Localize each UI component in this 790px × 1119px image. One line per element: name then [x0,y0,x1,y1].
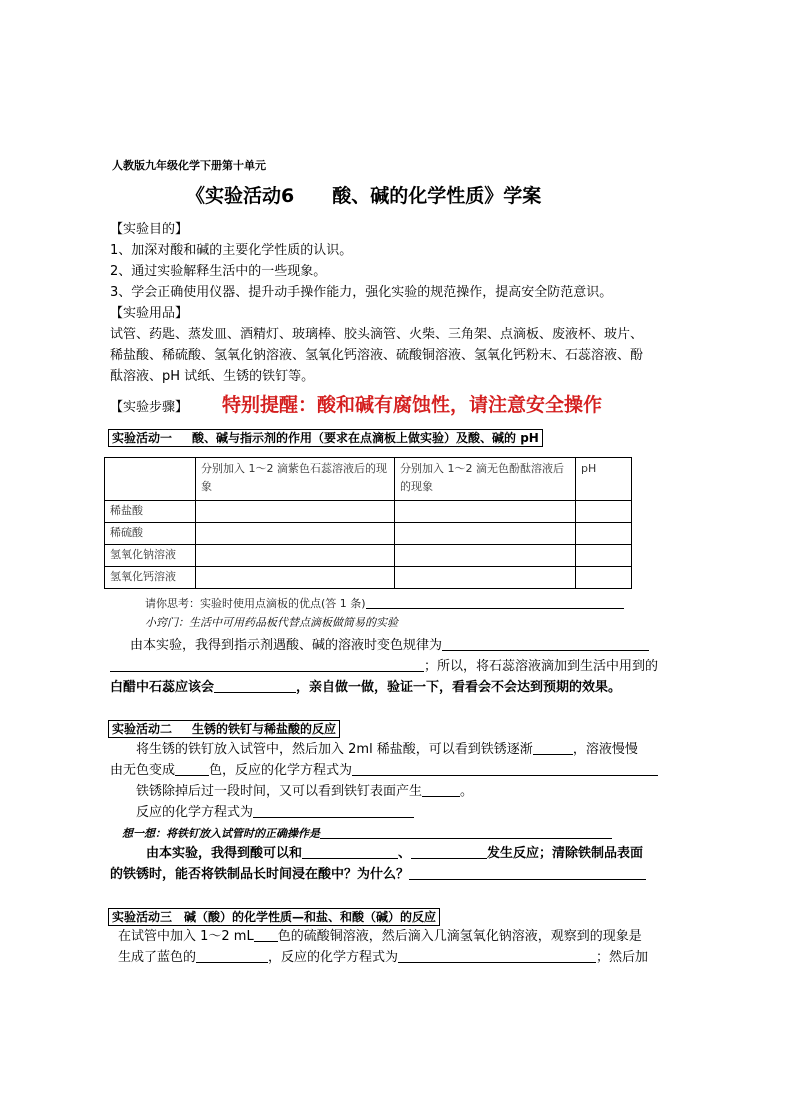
table-header-cell: 分别加入 1～2 滴紫色石蕊溶液后的现象 [196,458,395,501]
rust-line-2 [110,761,658,781]
answer-blank[interactable] [110,657,424,672]
think-operation [122,824,612,843]
rust-text: 。 [460,784,474,799]
answer-blank[interactable] [214,678,296,693]
answer-cell[interactable] [576,545,632,567]
answer-blank[interactable] [254,927,278,942]
answer-blank[interactable] [253,803,414,818]
answer-blank[interactable] [398,948,596,963]
purpose-item: 3、学会正确使用仪器、提升动手操作能力，强化实验的规范操作，提高安全防范意识。 [110,285,613,300]
table-row [105,545,632,567]
rust-text: 反应的化学方程式为 [136,805,254,820]
rust-text: ，溶液慢慢 [572,742,638,757]
base-line-1 [118,927,642,947]
conclusion-text: 由本实验，我得到酸可以和 [146,846,303,861]
activity3-heading [108,906,440,926]
table-row [105,501,632,523]
answer-cell[interactable] [196,523,395,545]
activity3-label: 实验活动三 [112,910,173,924]
answer-blank[interactable] [196,948,268,963]
answer-cell[interactable] [576,501,632,523]
safety-warning: 特别提醒：酸和碱有腐蚀性，请注意安全操作 [222,394,603,416]
table-header-cell [105,458,196,501]
unit-subtitle: 人教版九年级化学下册第十单元 [112,159,266,172]
conclusion-line-2 [110,865,646,885]
vinegar-text-2: ，亲自做一做，验证一下，看看会不会达到预期的效果。 [296,680,622,695]
think-question [145,594,624,613]
answer-cell[interactable] [196,501,395,523]
think-text: 请你思考：实验时使用点滴板的优点(答 1 条) [145,597,366,610]
vinegar-text: 白醋中石蕊应该会 [110,680,215,695]
materials-heading: 【实验用品】 [110,306,189,321]
answer-blank[interactable] [411,844,487,859]
answer-blank[interactable] [422,782,460,797]
law-line-2 [110,657,658,677]
page-title: 《实验活动6 酸、碱的化学性质》学案 [186,185,542,207]
law-text: 由本实验，我得到指示剂遇酸、碱的溶液时变色规律为 [130,638,443,653]
base-text: 在试管中加入 1～2 mL [118,929,254,944]
answer-cell[interactable] [576,567,632,589]
law-line [130,636,649,656]
answer-blank[interactable] [366,594,624,609]
answer-blank[interactable] [302,844,398,859]
base-line-2 [118,948,648,968]
base-text: ；然后加 [596,950,649,965]
materials-line: 试管、药匙、蒸发皿、酒精灯、玻璃棒、胶头滴管、火柴、三角架、点滴板、废液杯、玻片、 [110,327,644,342]
materials-line: 酞溶液、pH 试纸、生锈的铁钉等。 [110,369,315,384]
row-label: 稀硫酸 [105,523,196,545]
think-operation-text: 想一想：将铁钉放入试管时的正确操作是 [122,827,320,840]
conclusion-text: 发生反应；清除铁制品表面 [487,846,644,861]
answer-blank[interactable] [409,865,646,880]
table-header-cell: 分别加入 1～2 滴无色酚酞溶液后的现象 [395,458,576,501]
answer-cell[interactable] [576,523,632,545]
purpose-item: 2、通过实验解释生活中的一些现象。 [110,264,327,279]
table-header-cell: pH [576,458,632,501]
activity1-heading [108,427,543,447]
answer-cell[interactable] [196,567,395,589]
answer-cell[interactable] [395,501,576,523]
base-text: 生成了蓝色的 [118,950,197,965]
activity2-title: 生锈的铁钉与稀盐酸的反应 [192,722,337,736]
rust-line-4 [136,803,414,823]
answer-blank[interactable] [352,761,658,776]
table-header-row [105,458,632,501]
answer-cell[interactable] [395,523,576,545]
steps-heading: 【实验步骤】 [110,400,189,415]
activity2-label: 实验活动二 [112,722,173,736]
purpose-heading: 【实验目的】 [110,222,189,237]
answer-cell[interactable] [395,567,576,589]
base-text: 色的硫酸铜溶液，然后滴入几滴氢氧化钠溶液，观察到的现象是 [277,929,642,944]
answer-blank[interactable] [533,740,573,755]
purpose-item: 1、加深对酸和碱的主要化学性质的认识。 [110,243,353,258]
vinegar-line [110,678,621,698]
row-label: 稀盐酸 [105,501,196,523]
rust-text: 由无色变成 [110,763,176,778]
table-row [105,567,632,589]
activity1-title: 酸、碱与指示剂的作用（要求在点滴板上做实验）及酸、碱的 pH [192,431,539,445]
answer-blank[interactable] [320,824,612,839]
activity2-heading [108,718,340,738]
indicator-table [104,457,632,589]
law-text-2: ；所以，将石蕊溶液滴加到生活中用到的 [424,659,659,674]
conclusion-line-1 [146,844,643,864]
row-label: 氢氧化钠溶液 [105,545,196,567]
answer-cell[interactable] [395,545,576,567]
rust-text: 色，反应的化学方程式为 [209,763,353,778]
tip-text: 小窍门：生活中可用药品板代替点滴板做简易的实验 [145,616,398,629]
rust-text: 铁锈除掉后过一段时间，又可以看到铁钉表面产生 [136,784,423,799]
rust-line-3 [136,782,473,802]
answer-blank[interactable] [442,636,649,651]
row-label: 氢氧化钙溶液 [105,567,196,589]
conclusion-text: 的铁锈时，能否将铁制品长时间浸在酸中？为什么？ [110,867,410,882]
activity3-title: 碱（酸）的化学性质—和盐、和酸（碱）的反应 [184,910,437,924]
table-row [105,523,632,545]
answer-blank[interactable] [175,761,209,776]
materials-line: 稀盐酸、稀硫酸、氢氧化钠溶液、氢氧化钙溶液、硫酸铜溶液、氢氧化钙粉末、石蕊溶液、酚 [110,348,644,363]
rust-line-1 [136,740,638,760]
answer-cell[interactable] [196,545,395,567]
conclusion-text: 、 [398,846,412,861]
activity1-label: 实验活动一 [112,431,173,445]
base-text: ，反应的化学方程式为 [268,950,399,965]
rust-text: 将生锈的铁钉放入试管中，然后加入 2ml 稀盐酸，可以看到铁锈逐渐 [136,742,533,757]
